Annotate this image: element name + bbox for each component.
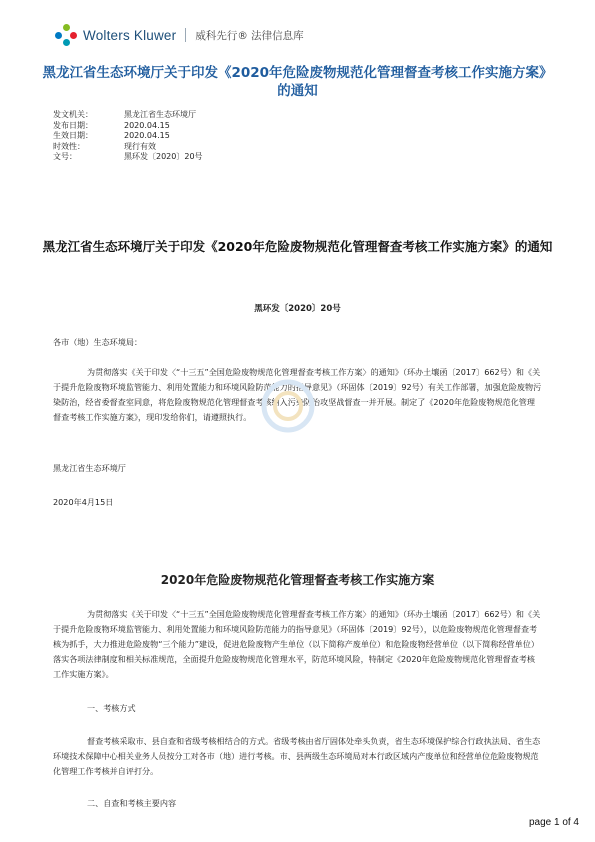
body-paragraph: 为贯彻落实《关于印发〈“十三五”全国危险废物规范化管理督查考核工作方案〉的通知》（环办土壤函〔2017〕662号）和《关于提升危险废物环境监管能力、利用处置能力和环境风险防范能力的指导意见》（环固体〔2019〕92号）有关工作部署，加强危险废物污染防治，经省委督查室同意，将危险废物规范化管理督查考核纳入污染防治攻坚战督查一并开展。制定了《2020年危险废物规范化管理督查考核工作实施方案》，现印发给你们，请遵照执行。 [53, 367, 542, 422]
watermark-icon [258, 376, 318, 436]
section-paragraph: 为贯彻落实《关于印发〈“十三五”全国危险废物规范化管理督查考核工作方案〉的通知》（环办土壤函〔2017〕662号）和《关于提升危险废物环境监管能力、利用处置能力和环境风险防范能力的指导意见》（环固体〔2019〕92号），以危险废物规范化管理督查考核为抓手，大力推进危险废物“三个能力”建设，促进危险废物产生单位（以下简称产废单位）和危险废物经营单位（以下简称经营单位）落实各项法律制度和相关标准规范，全面提升危险废物规范化管理水平，防范环境风险，特制定《2020年危险废物规范化管理督查考核工作实施方案》。 [53, 609, 541, 679]
issue-date: 2020年4月15日 [53, 497, 114, 507]
meta-row [53, 152, 203, 163]
signature: 黑龙江省生态环境厅 [53, 463, 126, 473]
meta-row [53, 131, 203, 142]
assessment-method-paragraph: 督查考核采取市、县自查和省级考核相结合的方式。省级考核由省厅固体处牵头负责，省生态环境保护综合行政执法局、省生态环境技术保障中心相关业务人员按分工对各市（地）进行考核。市、县两级生态环境局对本行政区域内产废单位和经营单位危险废物规范化管理工作考核并自评打分。 [53, 736, 541, 776]
meta-value: 2020.04.15 [124, 131, 170, 141]
meta-label: 发文机关： [53, 110, 93, 119]
section-title: 2020年危险废物规范化管理督查考核工作实施方案 [160, 573, 435, 587]
meta-row [53, 142, 203, 153]
document-title: 黑龙江省生态环境厅关于印发《2020年危险废物规范化管理督查考核工作实施方案》的通知 [42, 65, 553, 99]
meta-label: 生效日期： [53, 131, 93, 141]
meta-label: 时效性： [53, 141, 85, 151]
meta-value: 黑环发〔2020〕20号 [124, 152, 203, 162]
header [55, 22, 304, 48]
meta-label: 发布日期： [53, 120, 93, 130]
header-divider [185, 28, 186, 42]
brand-name: Wolters Kluwer [83, 27, 177, 43]
heading-inspection-content: 二、自查和考核主要内容 [87, 798, 177, 808]
meta-value: 现行有效 [124, 141, 156, 151]
meta-value: 黑龙江省生态环境厅 [124, 110, 196, 119]
meta-label: 文号： [53, 152, 77, 162]
meta-row [53, 110, 203, 121]
meta-value: 2020.04.15 [124, 120, 170, 130]
main-title: 黑龙江省生态环境厅关于印发《2020年危险废物规范化管理督查考核工作实施方案》的通知 [42, 239, 553, 254]
salutation: 各市（地）生态环境局： [53, 337, 143, 347]
document-number: 黑环发〔2020〕20号 [254, 304, 341, 314]
wolters-kluwer-logo-icon [55, 24, 77, 46]
heading-assessment-method: 一、考核方式 [87, 703, 136, 713]
meta-row [53, 121, 203, 132]
metadata-block [53, 110, 203, 163]
page-number: page 1 of 4 [528, 817, 579, 828]
brand-subtitle: 威科先行® 法律信息库 [195, 29, 304, 42]
